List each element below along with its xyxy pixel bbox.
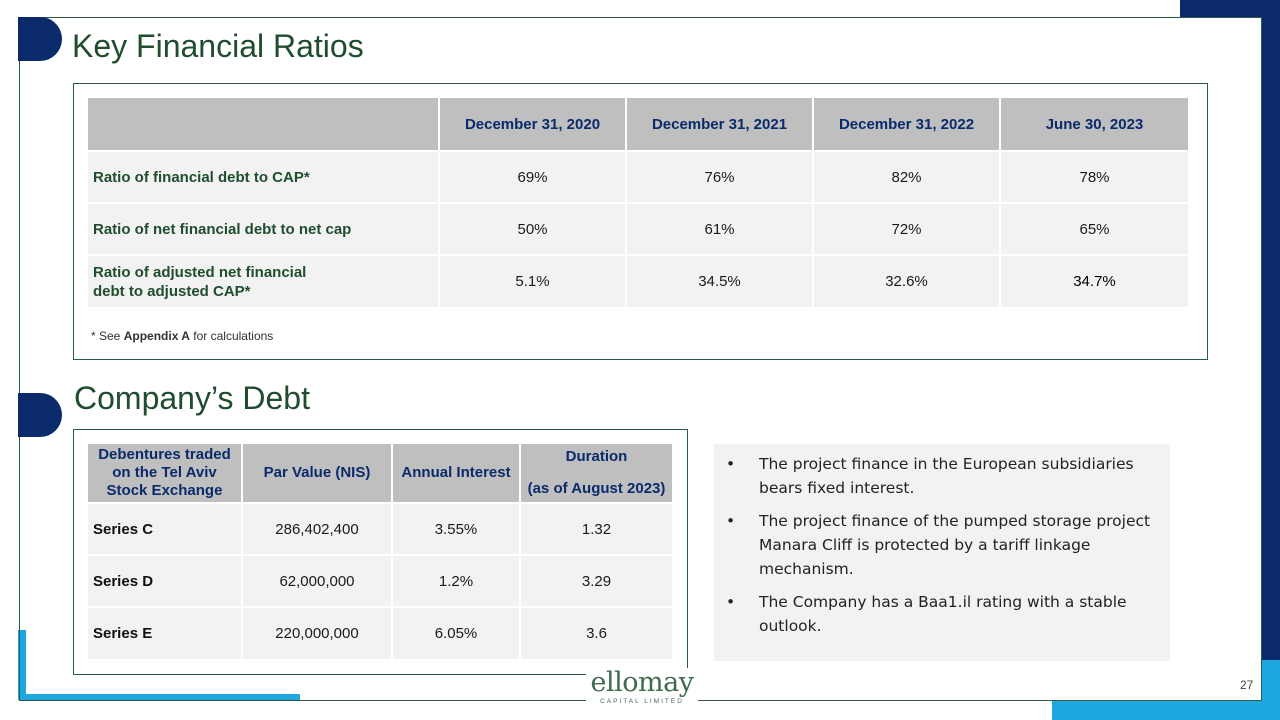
list-item: • The project finance in the European subsidiaries bears fixed interest. — [726, 452, 1152, 500]
cell-value: 1.2% — [392, 555, 520, 607]
table-row — [88, 503, 672, 555]
cell-value: 3.6 — [520, 607, 672, 659]
cell-value: 5.1% — [439, 255, 626, 307]
row-label: Ratio of net financial debt to net cap — [88, 203, 439, 255]
row-label-line: debt to adjusted CAP* — [93, 282, 251, 300]
debt-panel — [73, 429, 688, 675]
header-dec-2020: December 31, 2020 — [439, 98, 626, 151]
footnote — [91, 329, 273, 343]
table-row — [88, 555, 672, 607]
company-logo — [586, 668, 698, 710]
row-label: Series C — [88, 503, 242, 555]
cell-value: 50% — [439, 203, 626, 255]
row-label: Series E — [88, 607, 242, 659]
page-number: 27 — [1240, 678, 1254, 692]
cell-value: 72% — [813, 203, 1000, 255]
edge-accent-bottom-right — [1262, 660, 1280, 720]
cell-value: 76% — [626, 151, 813, 203]
row-label — [88, 255, 439, 307]
cell-value: 286,402,400 — [242, 503, 392, 555]
cell-value: 61% — [626, 203, 813, 255]
logo-subtitle: CAPITAL LIMITED — [600, 698, 684, 705]
list-item: • The project finance of the pumped storage project Manara Cliff is protected by a tariff linkage mechanism. — [726, 509, 1152, 581]
table-header-row — [88, 98, 1188, 151]
cell-value: 34.5% — [626, 255, 813, 307]
header-line: (as of August 2023) — [527, 480, 666, 497]
cell-value: 32.6% — [813, 255, 1000, 307]
corner-accent-bottom-right — [1052, 700, 1280, 720]
table-row — [88, 607, 672, 659]
table-row — [88, 203, 1188, 255]
cell-value: 34.7% — [1000, 255, 1188, 307]
cell-value: 1.32 — [520, 503, 672, 555]
cell-value: 65% — [1000, 203, 1188, 255]
header-line: on the Tel Aviv — [112, 464, 217, 481]
row-label: Series D — [88, 555, 242, 607]
debt-notes-list — [714, 444, 1170, 661]
header-empty — [88, 98, 439, 151]
footnote-link-text: Appendix A — [123, 329, 190, 343]
row-label: Ratio of financial debt to CAP* — [88, 151, 439, 203]
header-duration — [520, 444, 672, 503]
logo-wordmark: ellomay — [590, 667, 694, 698]
ratios-panel — [73, 83, 1208, 360]
edge-accent-right — [1262, 0, 1280, 660]
header-par-value: Par Value (NIS) — [242, 444, 392, 503]
footnote-suffix: for calculations — [189, 329, 274, 343]
header-annual-interest: Annual Interest — [392, 444, 520, 503]
table-row — [88, 151, 1188, 203]
header-line: Duration — [565, 448, 628, 465]
header-line: Debentures traded — [98, 446, 231, 463]
cell-value: 62,000,000 — [242, 555, 392, 607]
debt-table — [88, 444, 672, 659]
section-marker-ratios — [18, 17, 62, 61]
cell-value: 3.55% — [392, 503, 520, 555]
cell-value: 3.29 — [520, 555, 672, 607]
cell-value: 220,000,000 — [242, 607, 392, 659]
cell-value: 69% — [439, 151, 626, 203]
cell-value: 82% — [813, 151, 1000, 203]
header-dec-2021: December 31, 2021 — [626, 98, 813, 151]
list-item: • The Company has a Baa1.il rating with a stable outlook. — [726, 590, 1152, 638]
header-jun-2023: June 30, 2023 — [1000, 98, 1188, 151]
section-title-ratios: Key Financial Ratios — [72, 28, 364, 64]
table-row — [88, 255, 1188, 307]
section-marker-debt — [18, 393, 62, 437]
section-title-debt: Company’s Debt — [74, 380, 310, 416]
row-label-line: Ratio of adjusted net financial — [93, 263, 307, 281]
header-dec-2022: December 31, 2022 — [813, 98, 1000, 151]
ratios-table — [88, 98, 1188, 307]
table-header-row — [88, 444, 672, 503]
cell-value: 6.05% — [392, 607, 520, 659]
cell-value: 78% — [1000, 151, 1188, 203]
header-debentures — [88, 444, 242, 503]
footnote-prefix: * See — [91, 329, 124, 343]
header-line: Stock Exchange — [106, 482, 223, 499]
